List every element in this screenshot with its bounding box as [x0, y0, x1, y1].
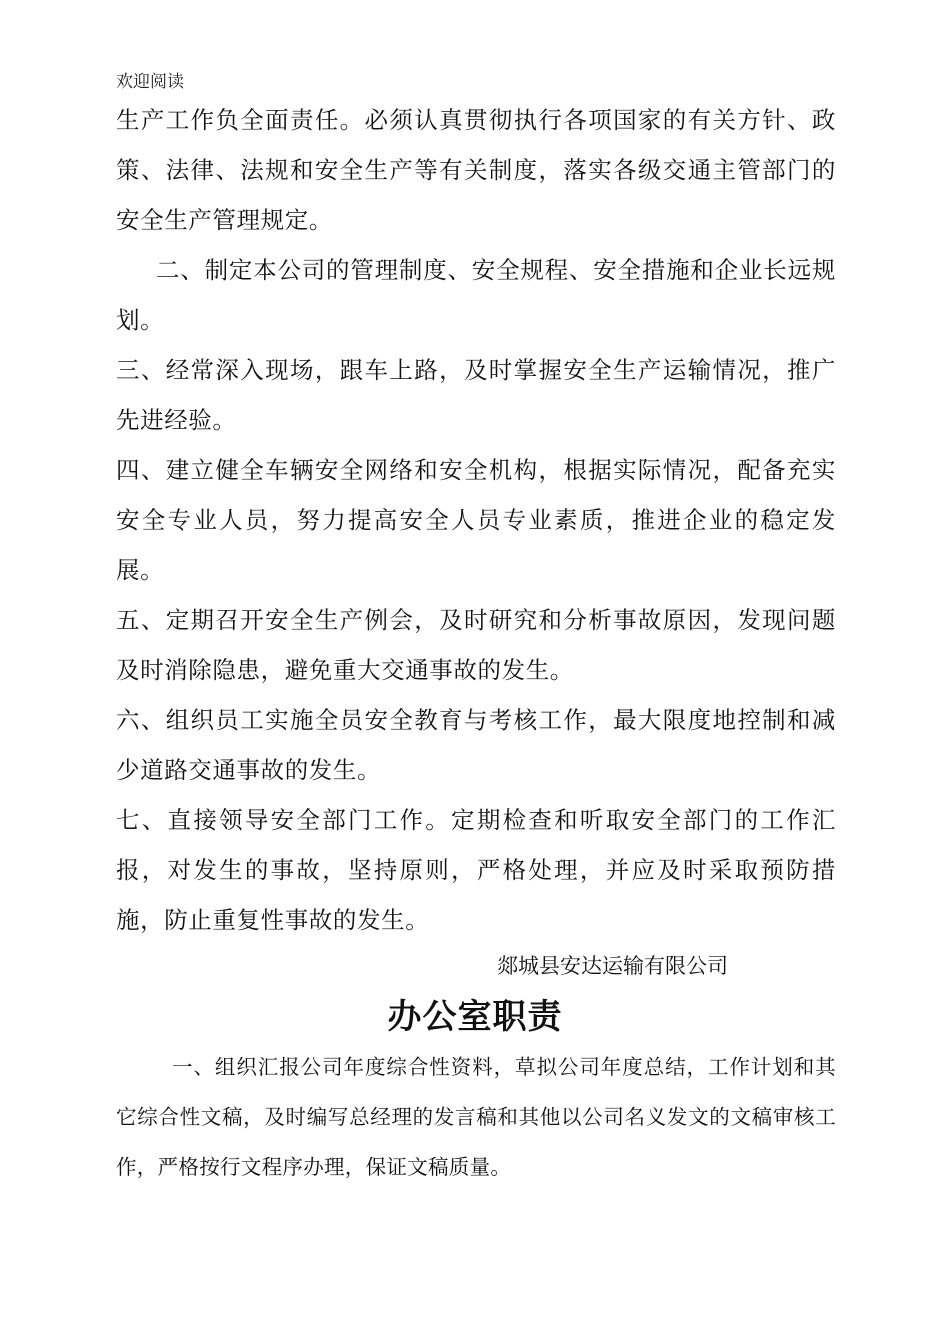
header-note: 欢迎阅读 — [116, 72, 184, 92]
office-duties-body — [116, 1042, 836, 1192]
paragraph-continuation: 生产工作负全面责任。必须认真贯彻执行各项国家的有关方针、政策、法律、法规和安全生产等有关制度，落实各级交通主管部门的安全生产管理规定。 — [116, 106, 836, 234]
paragraph-item-4: 四、建立健全车辆安全网络和安全机构，根据实际情况，配备充实安全专业人员，努力提高安全人员专业素质，推进企业的稳定发展。 — [116, 456, 836, 584]
paragraph-item-5: 五、定期召开安全生产例会，及时研究和分析事故原因，发现问题及时消除隐患，避免重大交通事故的发生。 — [116, 606, 836, 684]
paragraph-item-2: 二、制定本公司的管理制度、安全规程、安全措施和企业长远规划。 — [116, 256, 836, 334]
section-title: 办公室职责 — [387, 997, 563, 1037]
responsibility-body — [116, 95, 836, 945]
paragraph-item-3: 三、经常深入现场，跟车上路，及时掌握安全生产运输情况，推广先进经验。 — [116, 356, 836, 434]
office-paragraph-1: 一、组织汇报公司年度综合性资料，草拟公司年度总结，工作计划和其它综合性文稿，及时编写总经理的发言稿和其他以公司名义发文的文稿审核工作，严格按行文程序办理，保证文稿质量。 — [116, 1055, 836, 1179]
paragraph-item-6: 六、组织员工实施全员安全教育与考核工作，最大限度地控制和减少道路交通事故的发生。 — [116, 706, 836, 784]
company-signature: 郯城县安达运输有限公司 — [497, 954, 728, 978]
paragraph-item-7: 七、直接领导安全部门工作。定期检查和听取安全部门的工作汇报，对发生的事故，坚持原则，严格处理，并应及时采取预防措施，防止重复性事故的发生。 — [116, 806, 836, 934]
